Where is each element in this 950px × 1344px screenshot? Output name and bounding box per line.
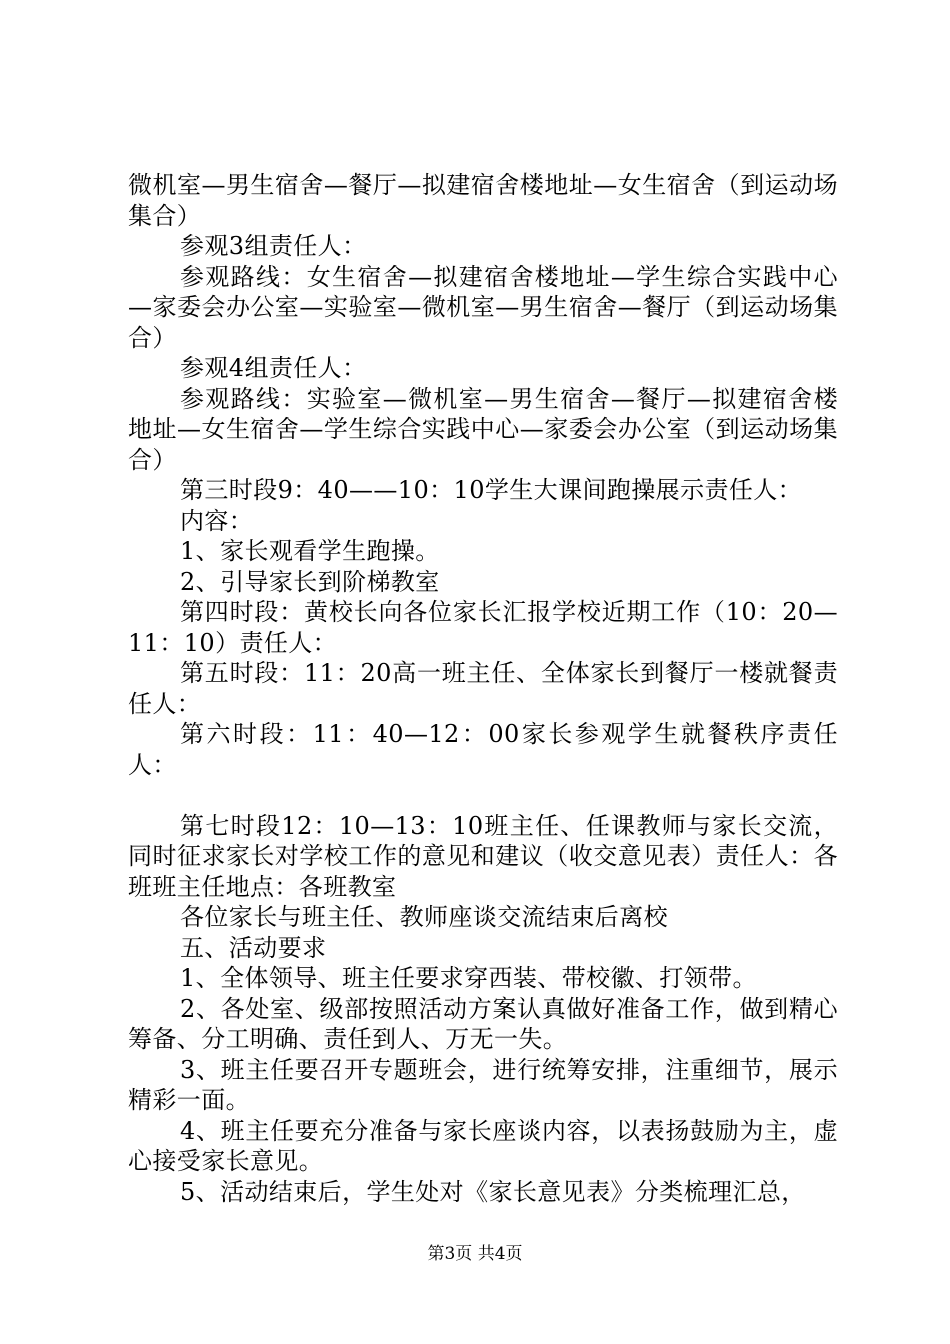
page-number-footer: 第3页 共4页	[427, 1244, 523, 1264]
paragraph-session6: 第六时段：11：40—12：00家长参观学生就餐秩序责任人：	[128, 720, 838, 779]
paragraph-departure: 各位家长与班主任、教师座谈交流结束后离校	[180, 903, 668, 931]
document-body	[128, 170, 838, 1207]
paragraph-requirement3: 3、班主任要召开专题班会，进行统筹安排，注重细节，展示精彩一面。	[128, 1055, 838, 1114]
paragraph-group4-route: 参观路线：实验室—微机室—男生宿舍—餐厅—拟建宿舍楼地址—女生宿舍—学生综合实践中心—家委会办公室（到运动场集合）	[128, 384, 838, 474]
paragraph-content-item2: 2、引导家长到阶梯教室	[180, 567, 440, 596]
paragraph-route-continued: 微机室—男生宿舍—餐厅—拟建宿舍楼地址—女生宿舍（到运动场集合）	[128, 171, 838, 230]
paragraph-group4-owner: 参观4组责任人：	[180, 354, 367, 382]
paragraph-blank-line	[128, 780, 838, 811]
paragraph-group3-route: 参观路线：女生宿舍—拟建宿舍楼地址—学生综合实践中心—家委会办公室—实验室—微机室—男生宿舍—餐厅（到运动场集合）	[128, 262, 838, 352]
paragraph-session7: 第七时段12：10—13：10班主任、任课教师与家长交流，同时征求家长对学校工作的意见和建议（收交意见表）责任人：各班班主任地点：各班教室	[128, 811, 838, 901]
paragraph-requirement4: 4、班主任要充分准备与家长座谈内容，以表扬鼓励为主，虚心接受家长意见。	[128, 1116, 838, 1175]
paragraph-content-heading: 内容：	[180, 506, 254, 535]
section-heading-requirements: 五、活动要求	[180, 933, 327, 962]
paragraph-requirement1: 1、全体领导、班主任要求穿西装、带校徽、打领带。	[180, 964, 757, 992]
paragraph-session3: 第三时段9：40——10：10学生大课间跑操展示责任人：	[180, 476, 803, 504]
paragraph-requirement5: 5、活动结束后，学生处对《家长意见表》分类梳理汇总，	[180, 1177, 806, 1206]
paragraph-content-item1: 1、家长观看学生跑操。	[180, 537, 440, 565]
paragraph-requirement2: 2、各处室、级部按照活动方案认真做好准备工作，做到精心筹备、分工明确、责任到人、万无一失。	[128, 994, 838, 1053]
paragraph-group3-owner: 参观3组责任人：	[180, 232, 367, 260]
paragraph-session4: 第四时段：黄校长向各位家长汇报学校近期工作（10：20—11：10）责任人：	[128, 598, 838, 657]
paragraph-session5: 第五时段：11：20高一班主任、全体家长到餐厅一楼就餐责任人：	[128, 659, 838, 718]
